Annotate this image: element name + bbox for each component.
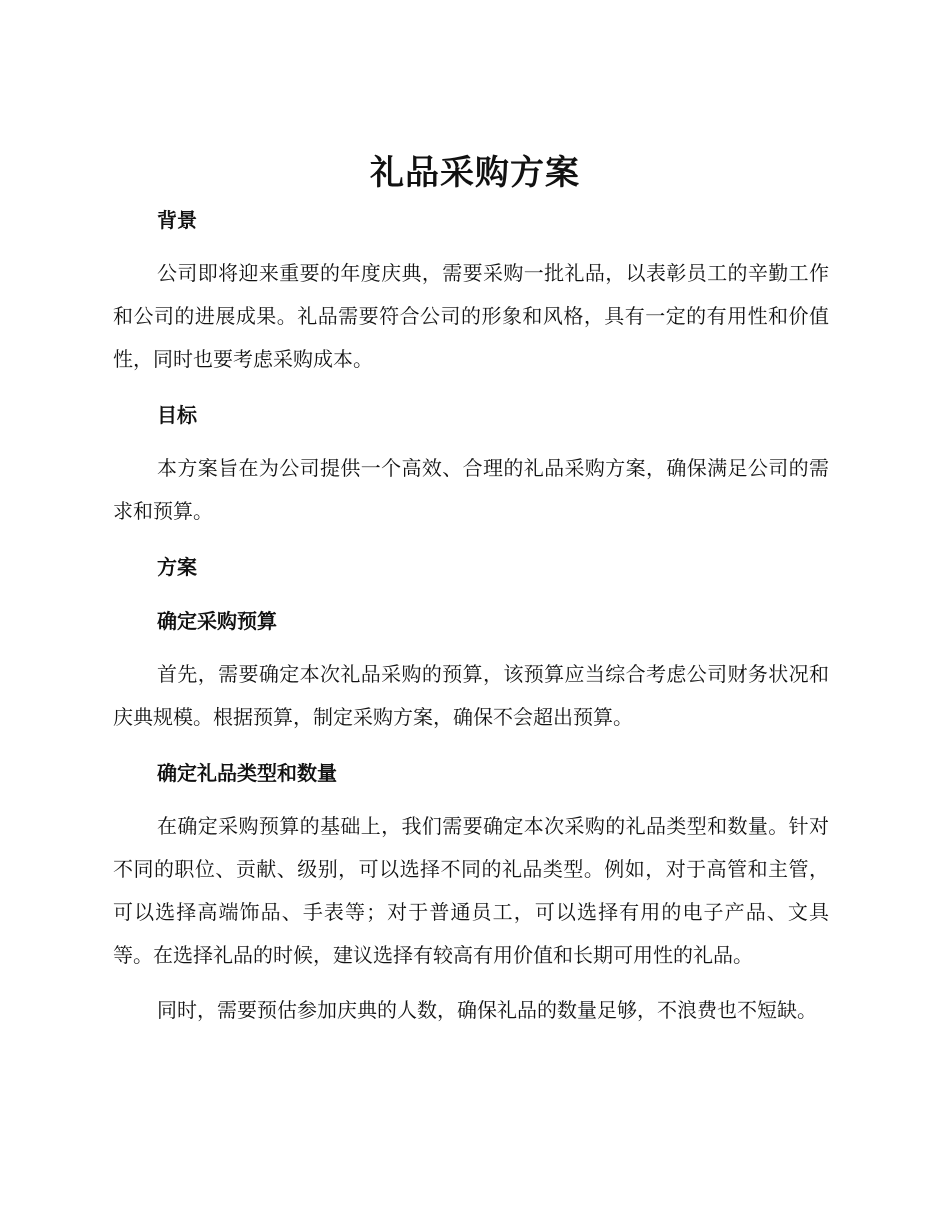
section-heading-budget: 确定采购预算 (157, 609, 277, 633)
section-heading-goal: 目标 (157, 403, 197, 427)
paragraph-types-1: 在确定采购预算的基础上，我们需要确定本次采购的礼品类型和数量。针对不同的职位、贡献、级别，可以选择不同的礼品类型。例如，对于高管和主管，可以选择高端饰品、手表等；对于普通员工，可以选择有用的电子产品、文具等。在选择礼品的时候，建议选择有较高有用价值和长期可用性的礼品。 (113, 814, 829, 967)
document-body (113, 198, 829, 1032)
paragraph-budget: 首先，需要确定本次礼品采购的预算，该预算应当综合考虑公司财务状况和庆典规模。根据预算，制定采购方案，确保不会超出预算。 (113, 662, 829, 729)
section-heading-background: 背景 (157, 208, 197, 232)
document-title: 礼品采购方案 (370, 153, 580, 193)
section-heading-plan: 方案 (157, 555, 197, 579)
paragraph-goal: 本方案旨在为公司提供一个高效、合理的礼品采购方案，确保满足公司的需求和预算。 (113, 456, 829, 523)
section-heading-types: 确定礼品类型和数量 (157, 761, 337, 785)
paragraph-types-2: 同时，需要预估参加庆典的人数，确保礼品的数量足够，不浪费也不短缺。 (157, 998, 817, 1022)
paragraph-background: 公司即将迎来重要的年度庆典，需要采购一批礼品，以表彰员工的辛勤工作和公司的进展成果。礼品需要符合公司的形象和风格，具有一定的有用性和价值性，同时也要考虑采购成本。 (113, 261, 829, 371)
